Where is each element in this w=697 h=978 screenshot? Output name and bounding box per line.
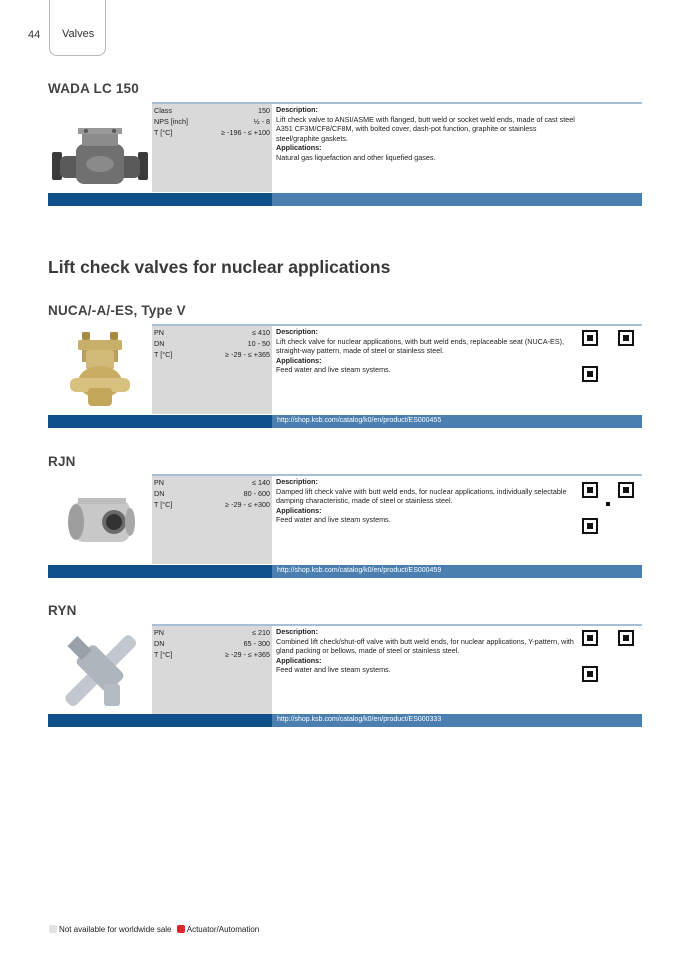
product-image-rjn: [48, 476, 152, 564]
qr-code-icon: [582, 330, 634, 382]
spec-value: ≤ 210: [252, 628, 270, 637]
product-title-wada: WADA LC 150: [48, 81, 139, 96]
description: [276, 477, 576, 525]
description-label: Description:: [276, 627, 318, 636]
description: [276, 105, 576, 163]
spec-key: PN: [154, 328, 164, 337]
description-label: Description:: [276, 105, 318, 114]
spec-row: [154, 350, 270, 361]
description: [276, 327, 576, 375]
spec-value: ½ - 8: [253, 117, 270, 126]
spec-panel: [152, 476, 272, 564]
section-tab-label: Valves: [62, 28, 95, 40]
description-text: Lift check valve to ANSI/ASME with flanged, butt weld or socket weld ends, made of cast steel A351 CF3M/CF8/CF8M, with bolted cover, dash-pot function, graphite or stainless steel/graphite gaskets.: [276, 114, 575, 143]
spec-panel: [152, 104, 272, 192]
product-image-nuca: [48, 326, 152, 414]
product-link[interactable]: http://shop.ksb.com/catalog/k0/en/product/ES000459: [277, 567, 442, 574]
spec-panel: [152, 626, 272, 714]
spec-value: ≤ 140: [252, 478, 270, 487]
product-title-ryn: RYN: [48, 603, 77, 618]
description-text: Combined lift check/shut-off valve with butt weld ends, for nuclear applications, Y-pattern, with gland packing or bellows, made of steel or stainless steel.: [276, 636, 574, 656]
spec-value: 65 - 300: [243, 639, 270, 648]
footer-bar: [48, 193, 642, 206]
spec-value: ≥ -29 - ≤ +365: [225, 350, 270, 359]
spec-row: [154, 106, 270, 117]
spec-key: DN: [154, 639, 165, 648]
qr-code-icon: [582, 630, 634, 682]
applications-label: Applications:: [276, 143, 322, 153]
footer-bar: [48, 565, 642, 578]
legend: [49, 925, 259, 934]
spec-row: [154, 650, 270, 661]
product-block-rjn: [48, 474, 642, 580]
spec-row: [154, 489, 270, 500]
spec-row: [154, 500, 270, 511]
spec-value: 10 - 50: [247, 339, 270, 348]
spec-value: 80 - 600: [243, 489, 270, 498]
section-tab: [49, 0, 106, 56]
product-block-nuca: [48, 324, 642, 430]
description-label: Description:: [276, 477, 318, 486]
applications-text: Feed water and live steam systems.: [276, 515, 391, 525]
product-image-wada: [48, 104, 152, 192]
product-block-wada: [48, 102, 642, 207]
product-title-rjn: RJN: [48, 454, 76, 469]
spec-value: ≤ 410: [252, 328, 270, 337]
footer-bar: [48, 714, 642, 727]
applications-text: Natural gas liquefaction and other liquefied gases.: [276, 152, 436, 162]
spec-value: 150: [258, 106, 270, 115]
applications-text: Feed water and live steam systems.: [276, 365, 391, 375]
product-link[interactable]: http://shop.ksb.com/catalog/k0/en/product/ES000333: [277, 716, 442, 723]
spec-key: T [°C]: [154, 650, 173, 659]
spec-key: NPS [inch]: [154, 117, 188, 126]
description-text: Damped lift check valve with butt weld ends, for nuclear applications, individually selectable damping characteristic, made of steel or stainless steel.: [276, 486, 567, 506]
spec-key: T [°C]: [154, 350, 173, 359]
spec-row: [154, 117, 270, 128]
applications-text: Feed water and live steam systems.: [276, 665, 391, 675]
spec-key: PN: [154, 628, 164, 637]
section-heading: Lift check valves for nuclear applications: [48, 257, 391, 277]
product-link[interactable]: http://shop.ksb.com/catalog/k0/en/product/ES000455: [277, 417, 442, 424]
footer-bar: [48, 415, 642, 428]
spec-value: ≥ -29 - ≤ +365: [225, 650, 270, 659]
description-text: Lift check valve for nuclear applications, with butt weld ends, replaceable seat (NUCA-ES), straight-way pattern, made of steel or stainless steel.: [276, 336, 565, 356]
spec-row: [154, 628, 270, 639]
spec-row: [154, 339, 270, 350]
description-label: Description:: [276, 327, 318, 336]
spec-value: ≥ -196 - ≤ +100: [221, 128, 270, 137]
description: [276, 627, 576, 675]
applications-label: Applications:: [276, 655, 322, 665]
spec-row: [154, 128, 270, 139]
product-title-nuca: NUCA/-A/-ES, Type V: [48, 303, 186, 318]
qr-code-icon: [582, 482, 634, 534]
spec-value: ≥ -29 - ≤ +300: [225, 500, 270, 509]
legend-not-available: Not available for worldwide sale: [59, 925, 172, 934]
spec-key: T [°C]: [154, 128, 173, 137]
actuator-swatch: [177, 925, 185, 933]
spec-row: [154, 478, 270, 489]
spec-row: [154, 639, 270, 650]
applications-label: Applications:: [276, 355, 322, 365]
applications-label: Applications:: [276, 505, 322, 515]
spec-key: DN: [154, 339, 165, 348]
spec-key: DN: [154, 489, 165, 498]
product-block-ryn: [48, 624, 642, 730]
spec-key: Class: [154, 106, 172, 115]
spec-key: T [°C]: [154, 500, 173, 509]
spec-panel: [152, 326, 272, 414]
legend-actuator: Actuator/Automation: [186, 925, 260, 934]
spec-row: [154, 328, 270, 339]
spec-key: PN: [154, 478, 164, 487]
page-number: 44: [28, 29, 41, 41]
product-image-ryn: [48, 626, 152, 714]
not-available-swatch: [49, 925, 57, 933]
